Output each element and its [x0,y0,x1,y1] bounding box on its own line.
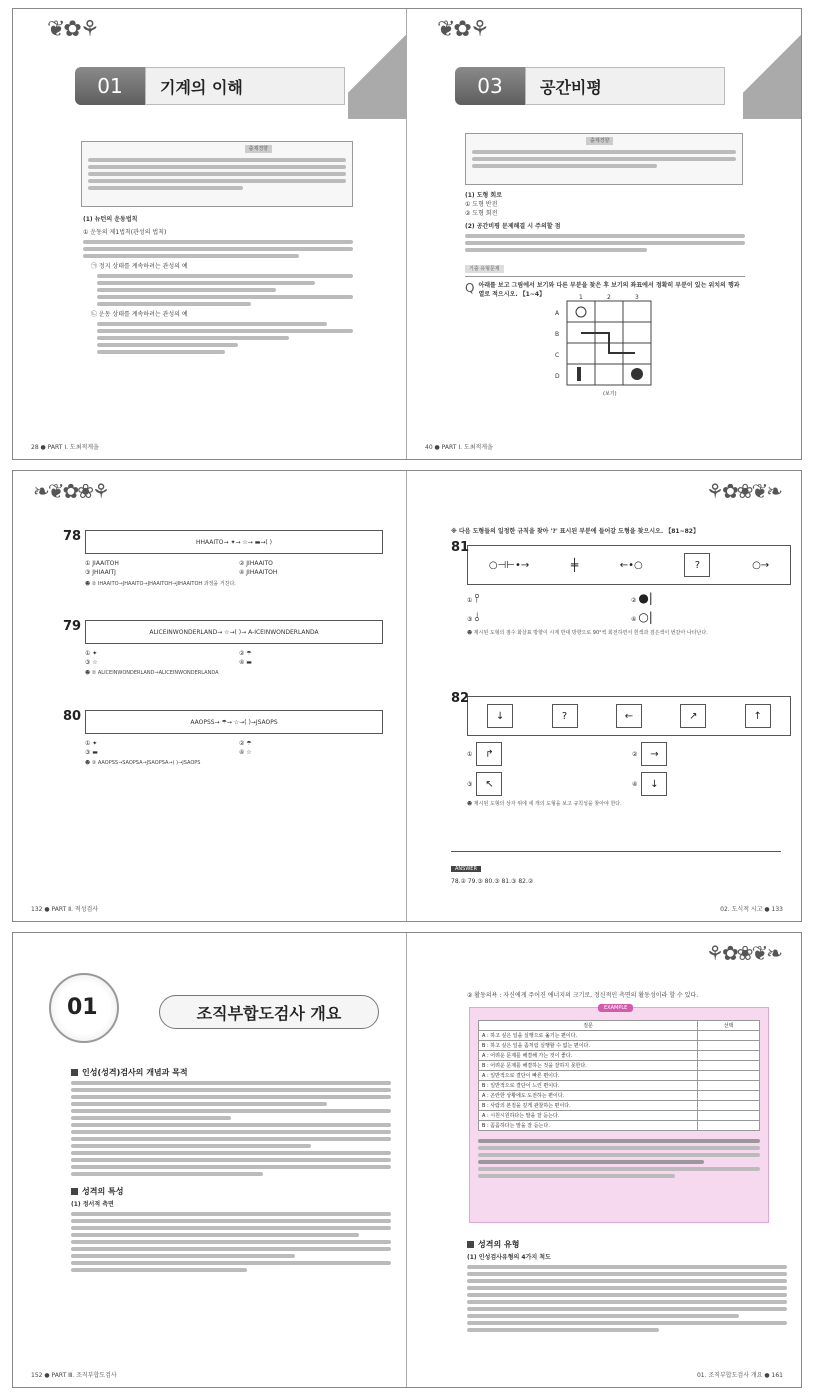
summary-box [465,133,743,185]
figure-caption: (보기) [603,391,617,397]
page-footer: 02. 도식적 시고 ● 133 [720,906,783,913]
section-heading: (1) 뉴턴의 운동법칙 [83,216,138,223]
corner-fold [743,9,801,119]
spread-2 [12,470,802,922]
question-number: 80 [63,709,82,724]
subsection-heading: (1) 인성검사유형의 4가지 척도 [467,1254,551,1261]
rotate-item: ② 도형 회전 [465,210,498,217]
option-4[interactable]: ④ ☆ [239,749,252,756]
chapter-title-text: 기계의 이해 [145,67,345,105]
chapter-number: 01 [75,67,145,105]
question-number: 81 [451,540,470,555]
section-heading: 인성(성격)검사의 개념과 목적 [71,1067,391,1078]
section-heading: (1) 도형 회로 [465,192,503,199]
spread-3 [12,932,802,1388]
page-footer: 132 ● PART Ⅱ. 적성검사 [31,906,99,913]
example-tag: EXAMPLE [598,1004,633,1012]
col-label: 1 [579,294,583,301]
table-row: A : 곤란한 상황에도 도전하는 편이다. [479,1091,760,1101]
sequence-box: AAOPSS→ ☂→ ☆→( )→JSAOPS [85,710,383,734]
choice-cell[interactable] [698,1091,760,1101]
choice-cell[interactable] [698,1111,760,1121]
floral-vine-decoration-icon: ⚘✿❀❦❧ [706,941,781,965]
answer-key [451,851,781,886]
instruction-text: ※ 다음 도형들의 일정한 규칙을 찾아 '?' 표시된 부분에 들어갈 도형을 찾으시오. 【81~82】 [451,528,699,535]
arrow-shape: ○→ [752,559,770,571]
figure-sequence-box [467,545,791,585]
option-1[interactable]: ① ↱ [467,742,626,766]
floral-vine-decoration-icon: ❧❦✿❀⚘ [33,479,108,503]
page-left-1 [13,9,407,459]
row-label: D [555,373,560,380]
option-2[interactable]: ② ☂ [239,740,252,747]
floral-vine-decoration-icon: ⚘✿❀❦❧ [706,479,781,503]
option-1[interactable]: ① ✦ [85,740,98,747]
subsection-heading: (1) 정서적 측면 [71,1201,114,1208]
option-1[interactable]: ① ✦ [85,650,98,657]
choice-cell[interactable] [698,1081,760,1091]
row-label: C [555,352,560,359]
example-label: 기출 유형문제 [465,265,504,273]
question-mark-cell: ? [552,704,578,728]
section-heading: (2) 공간비평 문제해결 시 주의할 점 [465,223,561,230]
choice-cell[interactable] [698,1121,760,1131]
option-2[interactable]: ② → [632,742,791,766]
question-number: 82 [451,691,470,706]
answer-label: ANSWER [451,866,481,872]
choice-cell[interactable] [698,1071,760,1081]
summary-tag: 출제경향 [586,137,613,145]
row-label: B [555,331,560,338]
page-right-1 [407,9,801,459]
flower-lamp-decoration-icon: ❦✿⚘ [437,17,488,42]
chapter-number: 03 [455,67,525,105]
arrow-cell: ↗ [680,704,706,728]
table-header: 선택 [698,1021,760,1031]
option-4[interactable]: ④ JIHAAITOH [239,569,278,576]
option-3[interactable]: ③ ▬ [85,749,98,756]
table-row: B : 일반적으로 결단이 느린 편이다. [479,1081,760,1091]
page-footer: 01. 조직부합도검사 개요 ● 161 [696,1372,783,1379]
choice-cell[interactable] [698,1031,760,1041]
page-left-3 [13,933,407,1387]
bar-shape [577,367,581,381]
option-1[interactable]: ① JIAAITOH [85,560,119,567]
table-row: B : 꼼꼼하다는 말을 잘 듣는다. [479,1121,760,1131]
choice-cell[interactable] [698,1061,760,1071]
question-text: 아래를 보고 그림에서 보기와 다른 부분을 찾은 후 보기의 좌표에서 정확히 부분이 있는 위치의 행과 열로 적으시오. 【1~4】 [478,282,740,298]
option-2[interactable]: ② ☂ [239,650,252,657]
col-label: 3 [635,294,639,301]
flower-lamp-decoration-icon: ❦✿⚘ [47,17,98,42]
option-3[interactable]: ③ ↖ [467,772,626,796]
col-label: 2 [607,294,611,301]
figure-sequence-box [467,696,791,736]
summary-box [81,141,353,207]
answer-explanation: ☻ 제시된 도형의 상자 위에 세 개의 도형을 보고 규칙성을 찾아야 한다. [467,801,622,807]
corner-fold [348,9,406,119]
answer-list: 78.② 79.③ 80.③ 81.③ 82.② [451,878,534,885]
option-2[interactable]: ② ●| [631,591,653,605]
row-label: A [555,310,560,317]
chapter-title [455,67,725,105]
choice-cell[interactable] [698,1041,760,1051]
table-header: 질문 [479,1021,698,1031]
sequence-box: ALICEINWONDERLAND→ ☆→( )→ A-ICEINWONDERLANDA [85,620,383,644]
arrow-cell: ← [616,704,642,728]
fan-shape-icon [631,368,643,380]
spread-1 [12,8,802,460]
arrow-shape: ←•○ [619,559,643,571]
chapter-title [75,67,345,105]
answer-explanation: ☻ ③ AAOPSS→SAOPSA→JSAOPSA→( )→JSAOPS [85,760,201,766]
sequence-box: HHAAITO→ ✦→ ☆→ ▬→( ) [85,530,383,554]
arrow-cell: ↓ [487,704,513,728]
inertia-motion-heading: ㉡ 운동 상태를 계속하려는 관성의 예 [91,311,188,318]
table-row: B : 사람의 본질을 깊게 관찰하는 편이다. [479,1101,760,1111]
chapter-number: 01 [67,995,98,1020]
page-right-3 [407,933,801,1387]
section-heading: 성격의 특성 [71,1186,391,1197]
answer-explanation: ☻ 제시된 도형의 점수 화살표 방향이 시계 반대 방향으로 90°씩 회전하면서 흰색과 검은색이 번갈아 나타난다. [467,630,708,636]
question-icon: Q [465,281,475,295]
chapter-title-text: 조직부합도검사 개요 [159,995,379,1029]
example-box [469,1007,769,1223]
table-row: A : 하고 싶은 일을 실행으로 옮기는 편이다. [479,1031,760,1041]
page-footer: 40 ● PART Ⅰ. 도최적게을 [425,444,493,451]
option-4[interactable]: ④ ○| [631,610,653,624]
page-left-2 [13,471,407,921]
flip-item: ① 도형 반전 [465,201,498,208]
choice-cell[interactable] [698,1101,760,1111]
option-1[interactable]: ① ⫯ [467,591,480,605]
question-number: 78 [63,529,82,544]
option-4[interactable]: ④ ↓ [632,772,791,796]
chapter-title-text: 공간비평 [525,67,725,105]
arrow-shape: ○⊣⊢•→ [488,559,530,571]
question-table [478,1020,760,1131]
option-3[interactable]: ③ ⫰ [467,610,480,624]
table-row: B : 하고 싶은 일을 좀처럼 실행할 수 없는 편이다. [479,1041,760,1051]
choice-cell[interactable] [698,1051,760,1061]
page-footer: 152 ● PART Ⅲ. 조직부합도검사 [31,1372,117,1379]
arrow-cell: ↑ [745,704,771,728]
law-1: ① 운동의 제1법칙(관성의 법칙) [83,229,167,236]
table-row: B : 어려운 문제를 해결하는 것을 잘하지 못한다. [479,1061,760,1071]
option-2[interactable]: ② JIHAAITO [239,560,273,567]
inertia-rest-heading: ㉠ 정지 상태를 계속하려는 관성의 예 [91,263,188,270]
arrow-shape: ╪ [570,558,579,572]
question-mark-cell: ? [684,553,710,577]
question-number: 79 [63,619,82,634]
grid-figure [547,293,667,397]
page-right-2 [407,471,801,921]
answer-explanation: ☻ ② IHAAITO→JHAAITO→JHAAITOH→JIHAAITOH 과정을 거친다. [85,581,236,587]
page-footer: 28 ● PART Ⅰ. 도최적게을 [31,444,99,451]
table-row: A : 일반적으로 결단이 빠른 편이다. [479,1071,760,1081]
intro-text: ② 활동의욕 : 자신에게 주어진 에너지의 크기로, 정신적인 측면의 활동성이라 할 수 있다. [467,992,699,999]
option-3[interactable]: ③ JHIAAITJ [85,569,116,576]
option-3[interactable]: ③ ☆ [85,659,98,666]
summary-tag: 출제경향 [245,145,272,153]
option-4[interactable]: ④ ▬ [239,659,252,666]
section-heading: 성격의 유형 [467,1239,787,1250]
answer-explanation: ☻ ② ALICEINWONDERLAND→ALICEINWONDERLANDA [85,670,219,676]
table-row: A : 시원시원하다는 말을 잘 듣는다. [479,1111,760,1121]
table-row: A : 어려운 문제를 해결해 가는 것이 좋다. [479,1051,760,1061]
